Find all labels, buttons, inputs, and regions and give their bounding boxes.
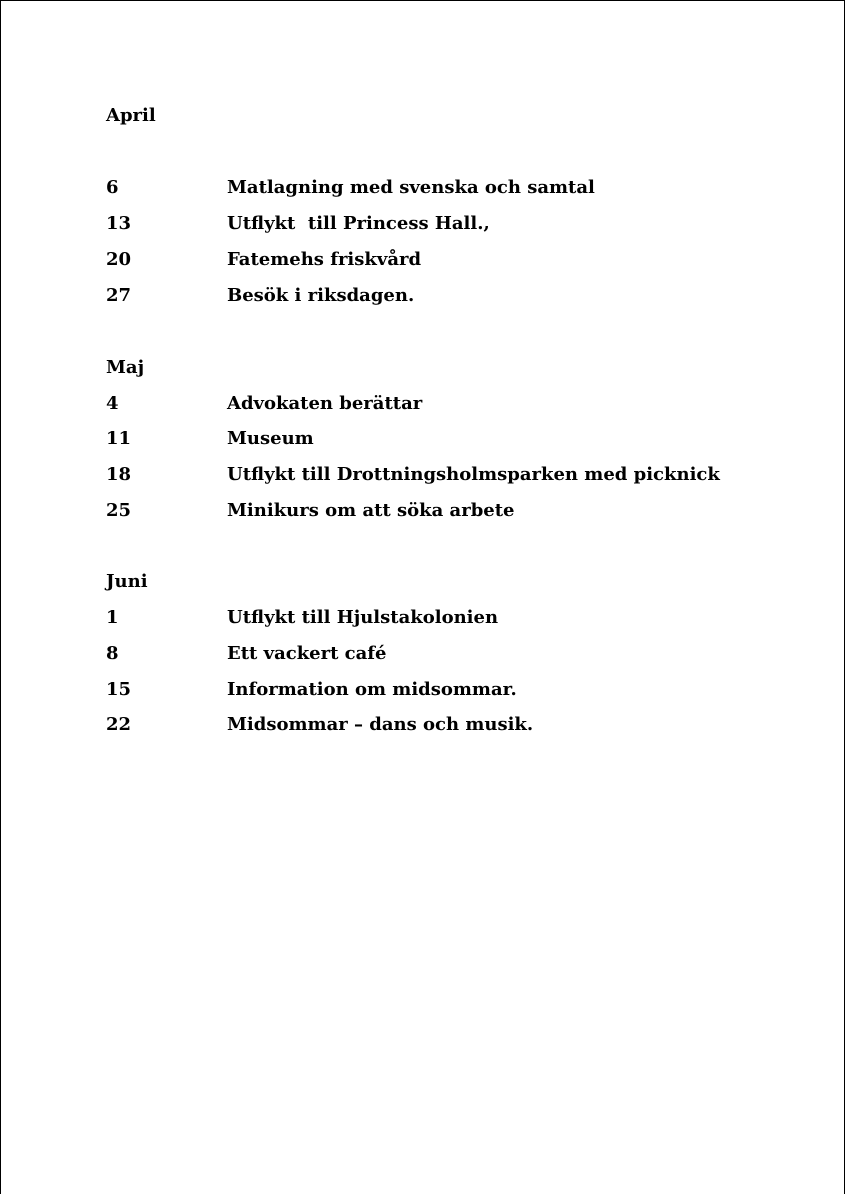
event-day: 4	[106, 393, 119, 414]
event-title: Midsommar – dans och musik.	[227, 714, 534, 735]
event-day: 11	[106, 428, 132, 449]
event-title: Minikurs om att söka arbete	[227, 500, 515, 521]
event-day: 27	[106, 285, 132, 306]
month-heading-april: April	[106, 105, 156, 126]
event-day: 6	[106, 177, 119, 198]
event-day: 25	[106, 500, 132, 521]
event-title: Besök i riksdagen.	[227, 285, 415, 306]
event-day: 20	[106, 249, 132, 270]
event-title: Utflykt till Hjulstakolonien	[227, 607, 499, 628]
event-title: Utflykt till Princess Hall.,	[227, 213, 490, 234]
event-title: Advokaten berättar	[227, 393, 423, 414]
event-day: 13	[106, 213, 132, 234]
event-title: Matlagning med svenska och samtal	[227, 177, 595, 198]
event-title: Utflykt till Drottningsholmsparken med picknick	[227, 464, 720, 485]
month-heading-juni: Juni	[106, 571, 148, 592]
event-day: 1	[106, 607, 119, 628]
event-title: Ett vackert café	[227, 643, 387, 664]
event-day: 8	[106, 643, 119, 664]
event-day: 22	[106, 714, 132, 735]
event-title: Fatemehs friskvård	[227, 249, 422, 270]
event-title: Information om midsommar.	[227, 679, 517, 700]
event-day: 15	[106, 679, 132, 700]
event-day: 18	[106, 464, 132, 485]
event-title: Museum	[227, 428, 314, 449]
month-heading-maj: Maj	[106, 357, 145, 378]
